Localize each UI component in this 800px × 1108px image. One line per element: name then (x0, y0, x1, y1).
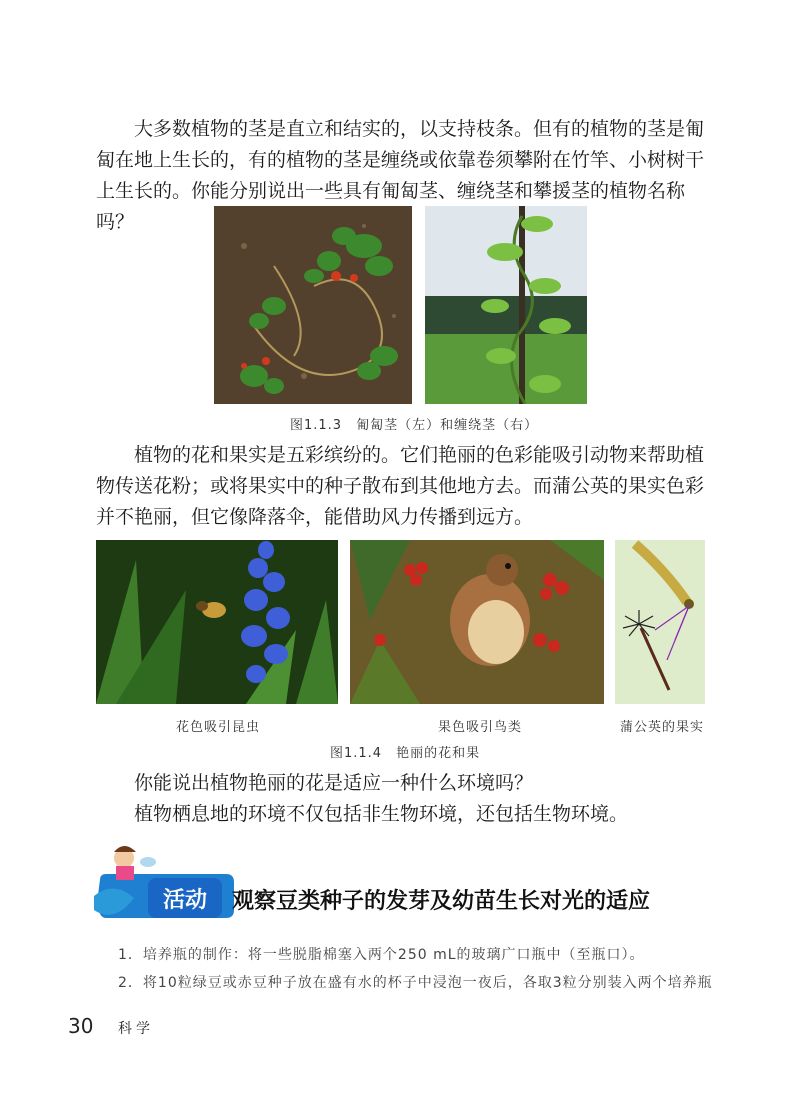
photo-twining-stem (425, 206, 587, 404)
label-dandelion: 蒲公英的果实 (620, 720, 705, 735)
paragraph-question-text: 你能说出植物艳丽的花是适应一种什么环境吗？ (134, 772, 534, 794)
paragraph-question (96, 768, 714, 799)
activity-title: 观察豆类种子的发芽及幼苗生长对光的适应 (232, 889, 651, 914)
label-flower-insect: 花色吸引昆虫 (176, 720, 261, 735)
photo-dandelion-fruit (615, 540, 705, 704)
figure-caption-1-1-4: 图1.1.4 艳丽的花和果 (330, 746, 481, 761)
paragraph-flowers-fruits (96, 440, 714, 533)
photo-fruit-bird (350, 540, 604, 704)
activity-step-2: 2．将10粒绿豆或赤豆种子放在盛有水的杯子中浸泡一夜后，各取3粒分别装入两个培养瓶 (118, 975, 713, 991)
label-fruit-bird: 果色吸引鸟类 (438, 720, 523, 735)
photo-creeping-stem (214, 206, 412, 404)
paragraph-flowers-fruits-text: 植物的花和果实是五彩缤纷的。它们艳丽的色彩能吸引动物来帮助植物传送花粉；或将果实中的种子散布到其他地方去。而蒲公英的果实色彩并不艳丽，但它像降落伞，能借助风力传播到远方。 (96, 444, 705, 528)
paragraph-habitat (96, 799, 714, 830)
paragraph-stems-text: 大多数植物的茎是直立和结实的，以支持枝条。但有的植物的茎是匍匐在地上生长的，有的植物的茎是缠绕或依靠卷须攀附在竹竿、小树树干上生长的。你能分别说出一些具有匍匐茎、缠绕茎和攀援茎的植物名称吗？ (96, 118, 705, 233)
paragraph-habitat-text: 植物栖息地的环境不仅包括非生物环境，还包括生物环境。 (134, 803, 629, 825)
figure-caption-1-1-3: 图1.1.3 匍匐茎（左）和缠绕茎（右） (290, 418, 539, 433)
activity-badge-label: 活动 (162, 888, 208, 913)
activity-badge (148, 878, 222, 918)
activity-step-1: 1．培养瓶的制作：将一些脱脂棉塞入两个250 mL的玻璃广口瓶中（至瓶口）。 (118, 947, 645, 963)
page-number: 30 (68, 1014, 94, 1038)
photo-flower-insect (96, 540, 338, 704)
subject-label: 科学 (118, 1021, 154, 1037)
